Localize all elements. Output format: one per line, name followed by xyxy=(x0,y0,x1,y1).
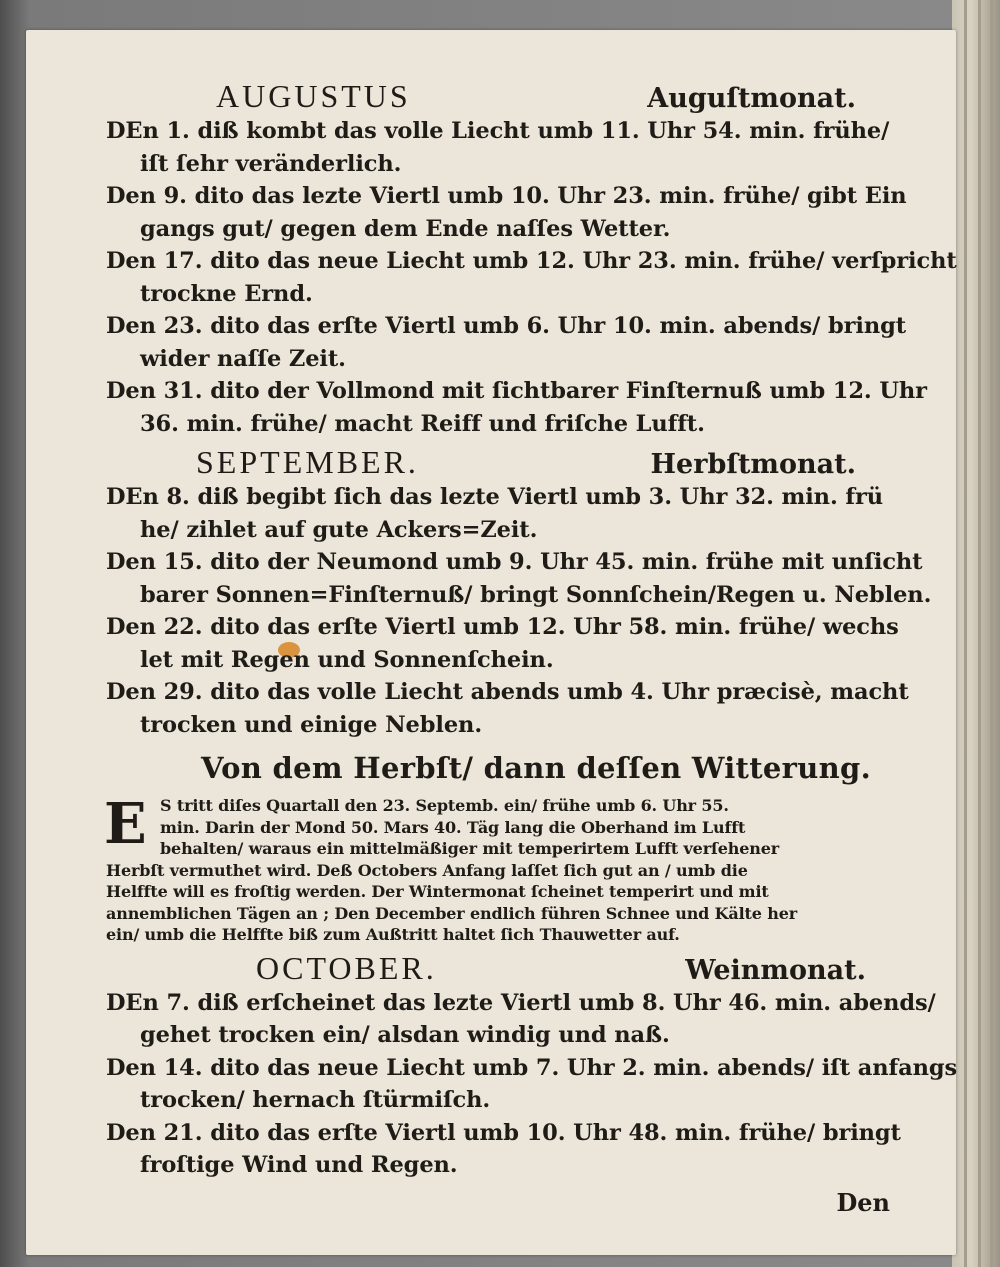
entry-line: Den 21. dito das erſte Viertl umb 10. Uhr 48. min. frühe/ bringt xyxy=(106,1119,901,1146)
entry-september-4 xyxy=(106,676,966,741)
paragraph-line: behalten/ waraus ein mittelmäßiger mit temperirtem Lufft verſehener xyxy=(160,839,780,858)
entry-line: froſtige Wind und Regen. xyxy=(140,1152,458,1178)
entry-line: gehet trocken ein/ alsdan windig und naß. xyxy=(140,1022,670,1048)
entry-line: DEn 8. diß begibt ſich das lezte Viertl umb 3. Uhr 32. min. frü xyxy=(106,484,884,510)
paragraph-line: Herbſt vermuthet wird. Deß Octobers Anfang laſſet ſich gut an / umb die xyxy=(106,860,748,880)
month-title-german: Herbſtmonat. xyxy=(650,449,856,480)
entry-august-1 xyxy=(106,115,966,180)
entry-line: Den 14. dito das neue Liecht umb 7. Uhr 2. min. abends/ iſt anfangs xyxy=(106,1054,958,1081)
entry-line: Den 22. dito das erſte Viertl umb 12. Uhr 58. min. frühe/ wechs xyxy=(106,614,899,640)
month-header-october xyxy=(106,950,966,987)
entry-line: let mit Regen und Sonnenſchein. xyxy=(140,646,554,673)
month-title-latin: OCTOBER. xyxy=(256,949,437,986)
autumn-paragraph xyxy=(106,793,966,946)
decorative-initial: E xyxy=(104,791,147,857)
entry-line: trockne Ernd. xyxy=(140,280,313,307)
month-title-german: Weinmonat. xyxy=(685,954,866,986)
entry-october-3 xyxy=(106,1117,966,1182)
entry-line: DEn 1. diß kombt das volle Liecht umb 11. Uhr 54. min. frühe/ xyxy=(106,118,890,144)
entry-line: Den 29. dito das volle Liecht abends umb 4. Uhr præcisè, macht xyxy=(106,679,909,705)
catchword: Den xyxy=(836,1187,890,1217)
entry-line: iſt ſehr veränderlich. xyxy=(140,150,402,177)
section-title-autumn: Von dem Herbſt/ dann deſſen Witterung. xyxy=(200,751,872,785)
entry-line: trocken und einige Neblen. xyxy=(140,711,483,738)
entry-august-5 xyxy=(106,375,966,440)
paragraph-line: S tritt diſes Quartall den 23. Septemb. ein/ frühe umb 6. Uhr 55. xyxy=(160,796,729,815)
entry-august-4 xyxy=(106,310,966,375)
month-header-august xyxy=(106,78,966,115)
month-header-september xyxy=(106,444,966,481)
entry-september-1 xyxy=(106,481,966,546)
entry-august-2 xyxy=(106,180,966,245)
page-content xyxy=(106,78,966,1217)
entry-september-2 xyxy=(106,546,966,611)
entry-line: Den 23. dito das erſte Viertl umb 6. Uhr 10. min. abends/ bringt xyxy=(106,313,906,339)
entry-line: gangs gut/ gegen dem Ende naſſes Wetter. xyxy=(140,215,671,242)
entry-august-3 xyxy=(106,245,966,310)
entry-line: he/ zihlet auf gute Ackers=Zeit. xyxy=(140,516,538,543)
month-title-german: Auguſtmonat. xyxy=(647,83,856,114)
entry-line: Den 31. dito der Vollmond mit ſichtbarer Finſternuß umb 12. Uhr xyxy=(106,378,927,404)
entry-line: wider naſſe Zeit. xyxy=(140,345,346,372)
entry-line: barer Sonnen=Finſternuß/ bringt Sonnſchein/Regen u. Neblen. xyxy=(140,581,932,608)
entry-september-3 xyxy=(106,611,966,676)
autumn-text xyxy=(104,791,966,946)
month-title-latin: AUGUSTUS xyxy=(216,78,411,114)
entry-line: Den 9. dito das lezte Viertl umb 10. Uhr 23. min. frühe/ gibt Ein xyxy=(106,183,907,209)
document-page xyxy=(26,30,956,1255)
entry-line: DEn 7. diß erſcheinet das lezte Viertl umb 8. Uhr 46. min. abends/ xyxy=(106,989,936,1016)
paragraph-line: ein/ umb die Helffte biß zum Außtritt haltet ſich Thauwetter auf. xyxy=(106,925,680,944)
entry-line: Den 15. dito der Neumond umb 9. Uhr 45. min. frühe mit unſicht xyxy=(106,549,923,575)
entry-line: Den 17. dito das neue Liecht umb 12. Uhr 23. min. frühe/ verſpricht xyxy=(106,248,957,274)
month-title-latin: SEPTEMBER. xyxy=(196,444,419,480)
entry-line: trocken/ hernach ſtürmiſch. xyxy=(140,1087,491,1113)
entry-october-2 xyxy=(106,1052,966,1117)
paragraph-line: Helffte will es froſtig werden. Der Wintermonat ſcheinet temperirt und mit xyxy=(106,882,769,901)
paragraph-line: annemblichen Tägen an ; Den December endlich führen Schnee und Kälte her xyxy=(106,903,798,923)
paragraph-line: min. Darin der Mond 50. Mars 40. Täg lang die Oberhand im Lufft xyxy=(160,817,746,837)
entry-october-1 xyxy=(106,987,966,1052)
entry-line: 36. min. frühe/ macht Reiff und friſche Lufft. xyxy=(140,410,705,437)
